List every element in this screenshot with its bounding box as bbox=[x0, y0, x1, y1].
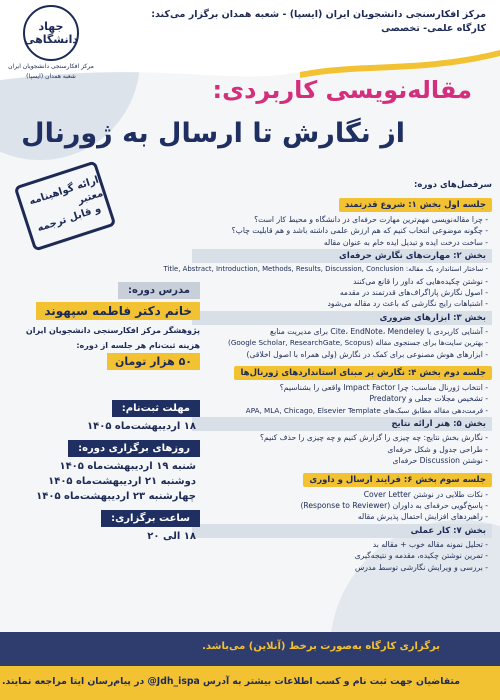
course-info bbox=[10, 278, 200, 546]
syllabus-item: - ساختار استاندارد یک مقاله: Title, Abstract, Introduction, Methods, Results, Discussion, Conclusion bbox=[163, 265, 488, 274]
syllabus-item: - ابزارهای هوش مصنوعی برای کمک در نگارش (ولی همراه با اصول اخلاقی) bbox=[246, 349, 488, 359]
teacher-description: پژوهشگر مرکز افکارسنجی دانشجویان ایران bbox=[25, 326, 200, 335]
syllabus-item: - انتخاب ژورنال مناسب: چرا Impact Factor واقعی را بشناسیم؟ bbox=[279, 383, 488, 393]
syllabus-item: - بررسی و ویرایش نگارشی توسط مدرس bbox=[354, 562, 488, 572]
stamp-line: ارائه گواهینامه معتبر bbox=[27, 174, 105, 208]
header bbox=[86, 8, 486, 36]
syllabus-item: - اصول نگارش پاراگراف‌های قدرتمند در مقدمه bbox=[339, 288, 488, 298]
fee-value: ۵۰ هزار تومان bbox=[107, 353, 200, 370]
time-label: ساعت برگزاری: bbox=[101, 510, 200, 527]
syllabus-item: - نوشتن چکیده‌هایی که داور را قانع می‌کنند bbox=[353, 276, 488, 286]
day-value: شنبه ۱۹ اردیبهشت‌ماه ۱۴۰۵ bbox=[59, 461, 196, 472]
syllabus-item: - ساخت درخت ایده و تبدیل ایده خام به عنوان مقاله bbox=[323, 237, 488, 247]
title-line-1: مقاله‌نویسی کاربردی: bbox=[212, 76, 472, 104]
teacher-name: خانم دکتر فاطمه سپهوند bbox=[36, 302, 200, 320]
online-notice: برگزاری کارگاه به‌صورت برخط (آنلاین) می‌باشد. bbox=[202, 641, 440, 652]
syllabus-item: - نوشتن Discussion حرفه‌ای bbox=[392, 456, 488, 466]
logo-name: جهاد دانشگاهی bbox=[23, 20, 79, 46]
part-heading: بخش ۲: مهارت‌های نگارش حرفه‌ای bbox=[192, 249, 492, 263]
days-label: روزهای برگزاری دوره: bbox=[68, 440, 200, 457]
syllabus-item: - تشخیص مجلات جعلی و Predatory bbox=[369, 394, 488, 404]
syllabus-item: - اشتباهات رایج نگارشی که باعث رد مقاله می‌شود bbox=[327, 299, 488, 309]
time-value: ۱۸ الی ۲۰ bbox=[147, 531, 196, 542]
teacher-label: مدرس دوره: bbox=[118, 282, 200, 299]
syllabus-item: - نگارش بخش نتایج: چه چیزی را گزارش کنیم و چه چیزی را حذف کنیم؟ bbox=[259, 433, 488, 443]
syllabus-item: - راهبردهای افزایش احتمال پذیرش مقاله bbox=[357, 512, 488, 522]
logo-emblem-icon bbox=[23, 5, 79, 61]
session-heading: جلسه سوم بخش ۶: فرایند ارسال و داوری bbox=[303, 473, 492, 487]
header-workshop-type: کارگاه علمی- تخصصی bbox=[381, 23, 486, 34]
deadline-value: ۱۸ اردیبهشت‌ماه ۱۴۰۵ bbox=[87, 421, 196, 432]
syllabus-item: - چگونه موضوعی انتخاب کنیم که هم ارزش علمی داشته باشد و هم قابلیت چاپ؟ bbox=[231, 226, 488, 236]
syllabus-item: - تمرین نوشتن چکیده، مقدمه و نتیجه‌گیری bbox=[354, 551, 488, 561]
stamp-line: و قابل ترجمه bbox=[36, 203, 103, 235]
logo-caption: مرکز افکارسنجی دانشجویان ایران bbox=[8, 63, 94, 70]
syllabus-item: - نکات طلایی در نوشتن Cover Letter bbox=[363, 489, 488, 499]
fee-label: هزینه ثبت‌نام هر جلسه از دوره: bbox=[76, 341, 200, 350]
logo-caption: شعبه همدان (ایسپا) bbox=[26, 73, 76, 80]
session-heading: جلسه دوم بخش ۴: نگارش بر مبنای استانداردهای ژورنال‌ها bbox=[234, 366, 492, 380]
syllabus-item: - پاسخ‌گویی حرفه‌ای به داوران (Response to Reviewer) bbox=[300, 500, 488, 510]
syllabus-label: سرفصل‌های دوره: bbox=[414, 180, 492, 190]
day-value: چهارشنبه ۲۳ اردیبهشت‌ماه ۱۴۰۵ bbox=[36, 491, 196, 502]
organization-logo bbox=[8, 5, 94, 95]
deadline-label: مهلت ثبت‌نام: bbox=[112, 400, 200, 417]
header-organizer: مرکز افکارسنجی دانشجویان ایران (ایسپا) - شعبه همدان برگزار می‌کند: bbox=[151, 9, 486, 20]
syllabus-item: - طراحی جدول و شکل حرفه‌ای bbox=[387, 444, 488, 454]
syllabus-item: - چرا مقاله‌نویسی مهم‌ترین مهارت حرفه‌ای در دانشگاه و محیط کار است؟ bbox=[254, 215, 488, 224]
part-heading: بخش ۵: هنر ارائه نتایج bbox=[192, 417, 492, 431]
syllabus-item: - آشنایی کاربردی با Cite، EndNote، Mendeley برای مدیریت منابع bbox=[270, 326, 488, 336]
session-heading: جلسه اول بخش ۱: شروع قدرتمند bbox=[339, 198, 492, 212]
part-heading: بخش ۳: ابزارهای ضروری bbox=[192, 311, 492, 325]
contact-banner bbox=[0, 666, 500, 700]
day-value: دوشنبه ۲۱ اردیبهشت‌ماه ۱۴۰۵ bbox=[48, 476, 196, 487]
online-banner bbox=[0, 632, 500, 666]
syllabus-item: - فرمت‌دهی مقاله مطابق سبک‌های APA, MLA, Chicago, Elsevier Template bbox=[245, 405, 488, 415]
certificate-stamp bbox=[14, 160, 117, 251]
title-line-2: از نگارش تا ارسال به ژورنال bbox=[21, 118, 405, 149]
contact-notice: متقاضیان جهت ثبت نام و کسب اطلاعات بیشتر به آدرس Jdh_ispa@ در پیام‌رسان ایتا مراجعه نمایند. bbox=[1, 676, 460, 687]
syllabus-item: - تحلیل نمونه مقاله خوب + مقاله بد bbox=[372, 539, 488, 549]
part-heading: بخش ۷: کار عملی bbox=[192, 524, 492, 538]
syllabus-item: - بهترین سایت‌ها برای جستجوی مقاله (Google Scholar, ResearchGate, Scopus) bbox=[228, 338, 488, 348]
